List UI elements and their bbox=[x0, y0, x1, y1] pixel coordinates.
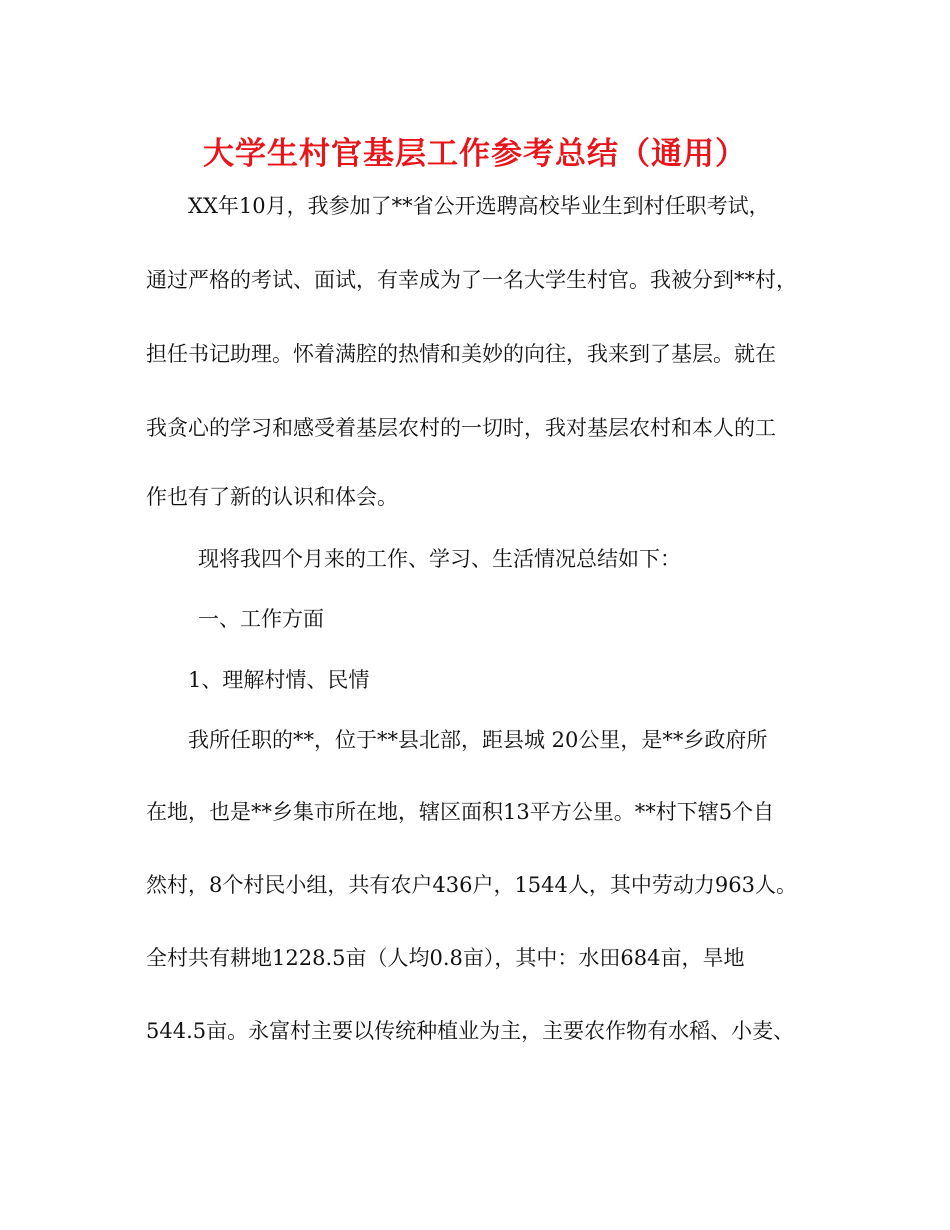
paragraph-line: 作也有了新的认识和体会。 bbox=[146, 485, 398, 509]
paragraph-line: 在地，也是**乡集市所在地，辖区面积13平方公里。**村下辖5个自 bbox=[146, 800, 775, 824]
paragraph-line: XX年10月，我参加了**省公开选聘高校毕业生到村任职考试， bbox=[188, 194, 770, 218]
paragraph-line: 全村共有耕地1228.5亩（人均0.8亩），其中：水田684亩，旱地 bbox=[146, 946, 745, 970]
paragraph-line: 现将我四个月来的工作、学习、生活情况总结如下： bbox=[198, 547, 681, 571]
paragraph-line: 通过严格的考试、面试，有幸成为了一名大学生村官。我被分到**村， bbox=[146, 268, 797, 292]
document-title: 大学生村官基层工作参考总结（通用） bbox=[203, 136, 747, 172]
paragraph-line: 然村，8个村民小组，共有农户436户，1544人，其中劳动力963人。 bbox=[146, 873, 797, 897]
paragraph-line: 我所任职的**，位于**县北部，距县城 20公里，是**乡政府所 bbox=[188, 728, 768, 752]
paragraph-line: 544.5亩。永富村主要以传统种植业为主，主要农作物有水稻、小麦、 bbox=[146, 1019, 795, 1043]
paragraph-line: 我贪心的学习和感受着基层农村的一切时，我对基层农村和本人的工 bbox=[146, 416, 776, 440]
paragraph-line: 担任书记助理。怀着满腔的热情和美妙的向往，我来到了基层。就在 bbox=[146, 342, 776, 366]
section-heading: 一、工作方面 bbox=[198, 607, 324, 631]
subsection-heading: 1、理解村情、民情 bbox=[188, 668, 370, 692]
